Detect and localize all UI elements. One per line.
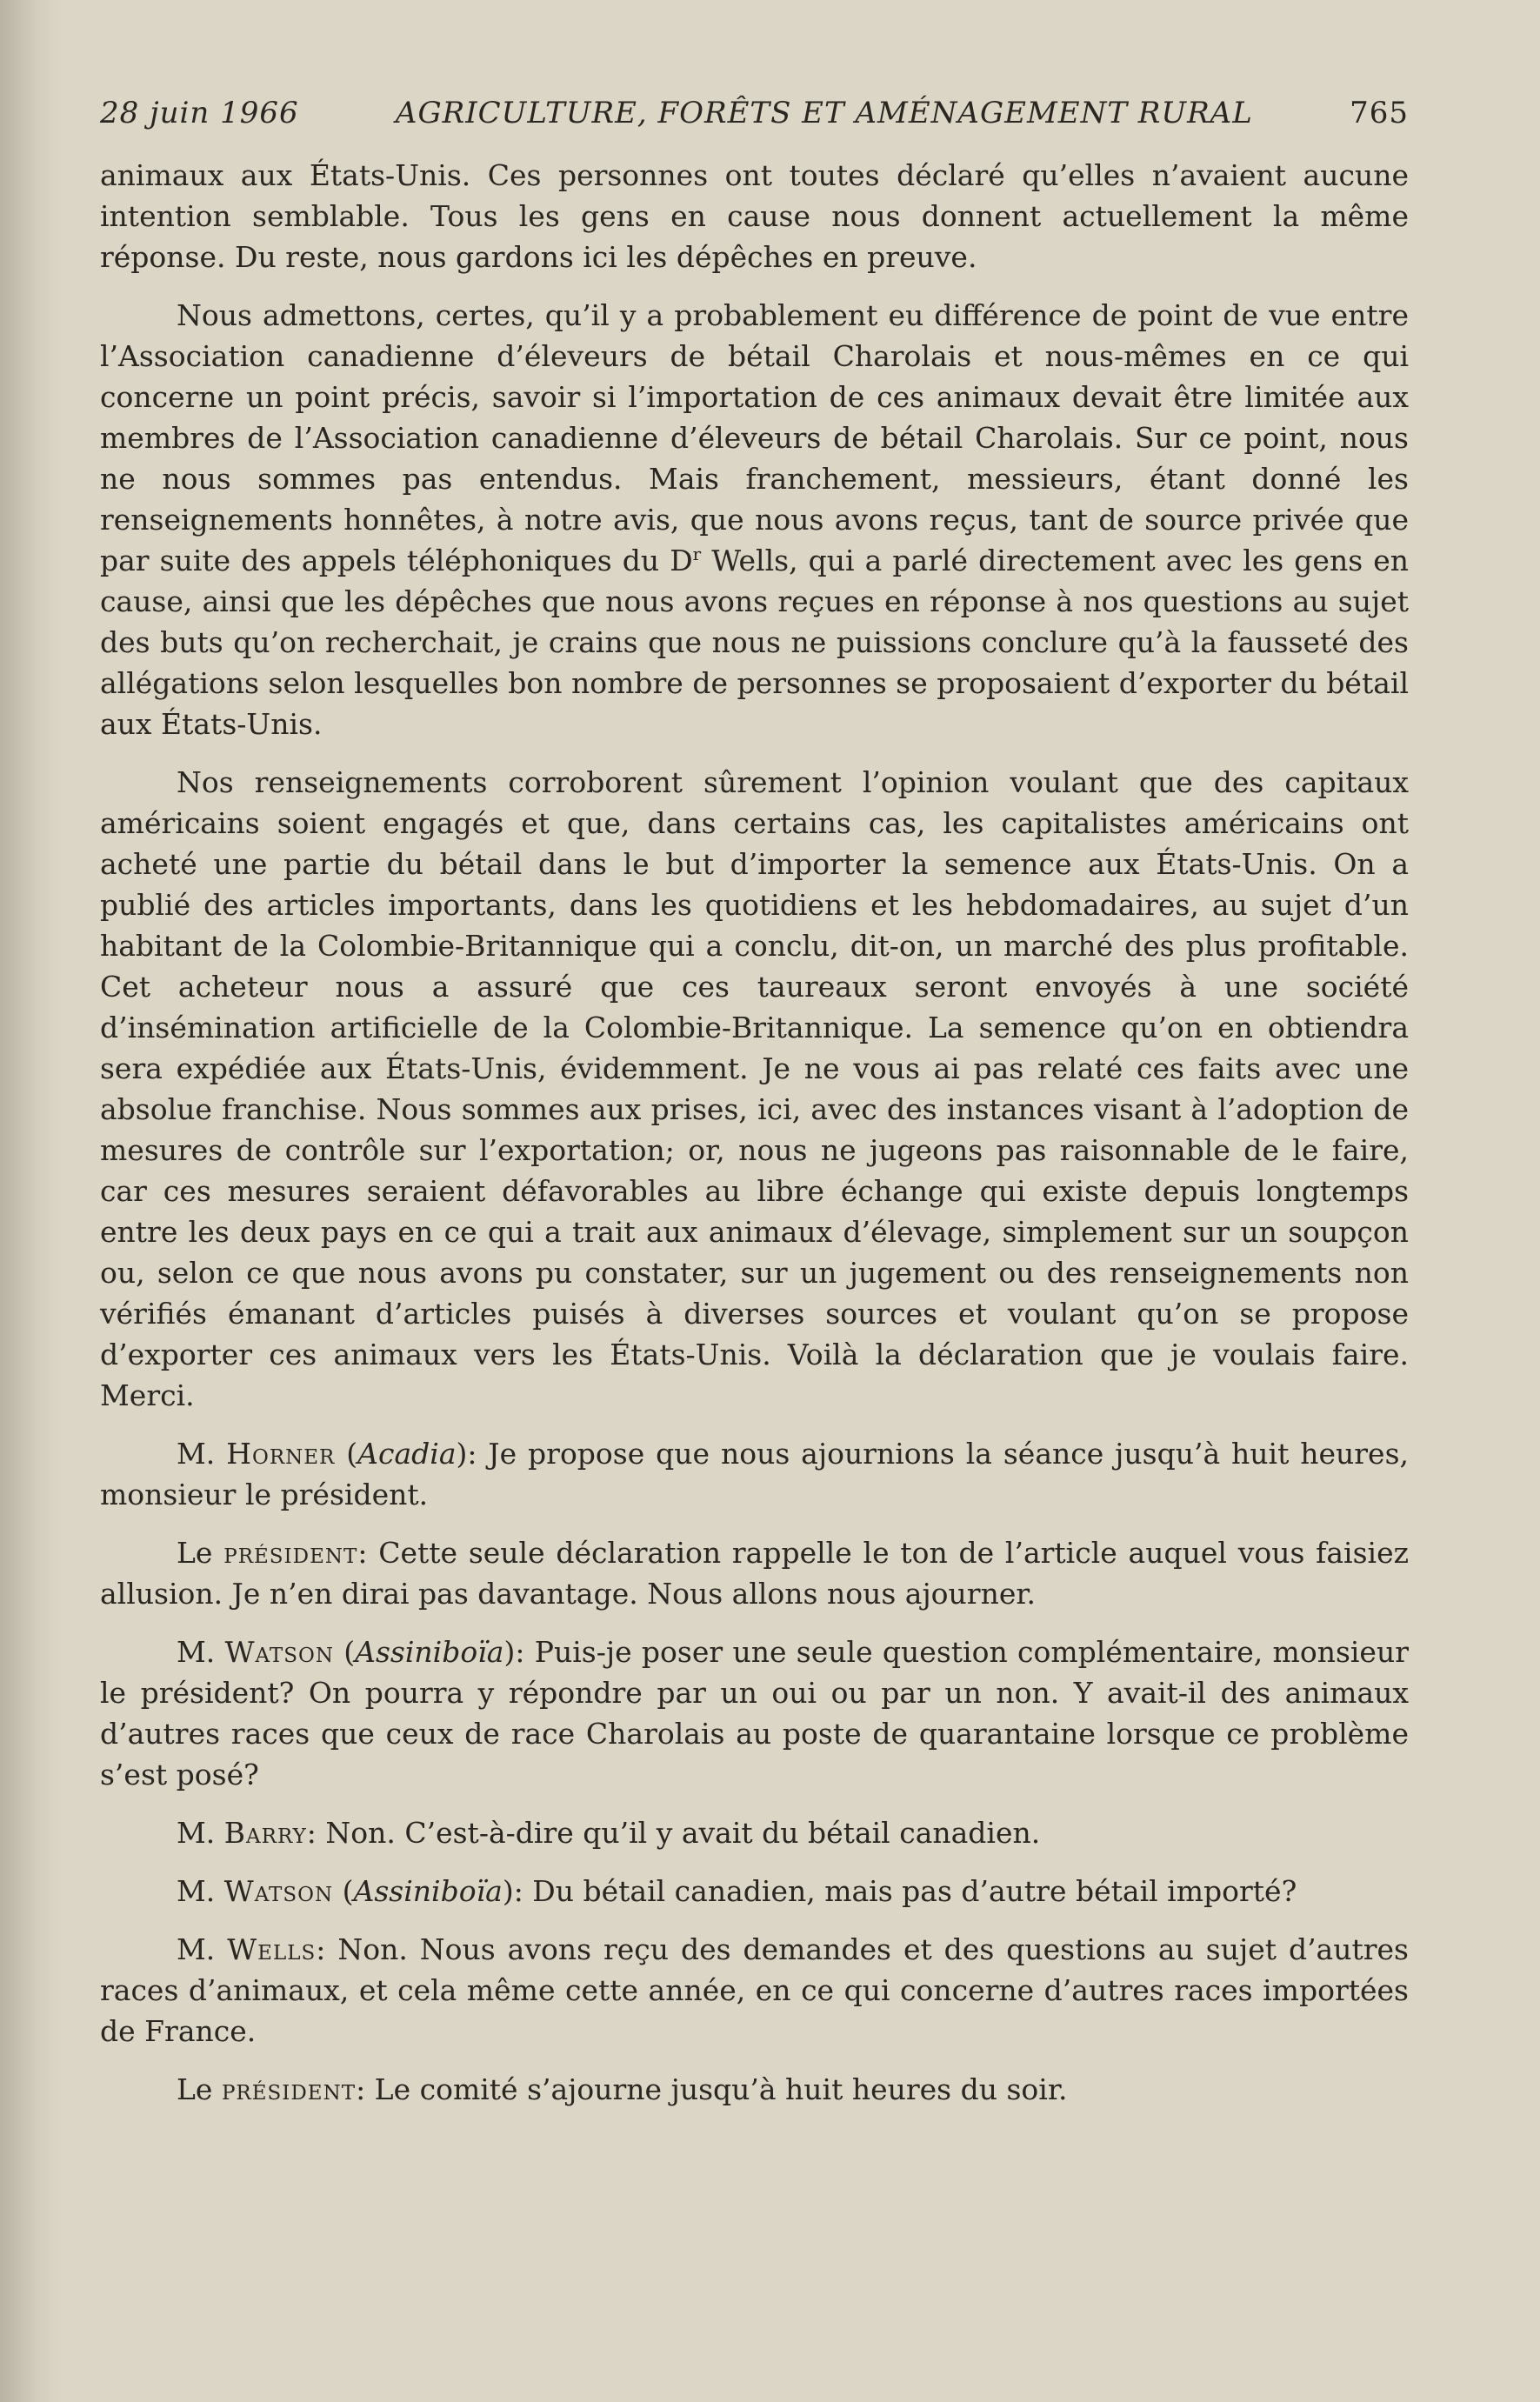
speech-separator: : bbox=[515, 1635, 535, 1669]
running-header bbox=[100, 96, 1409, 130]
speech-separator: : bbox=[316, 1932, 338, 1966]
speeches bbox=[100, 1433, 1409, 2110]
speaker-name: Horner bbox=[226, 1437, 336, 1471]
speech-watson-1: M. Watson (Assiniboïa): Puis-je poser une seule question complémentaire, monsieur le président? On pourra y répondre par un oui ou par un non. Y avait-il des animaux d’autres races que ceux de race Charolais au poste de quarantaine lorsque ce problème s’est posé? bbox=[100, 1635, 1409, 1791]
speech-wells bbox=[100, 1929, 1409, 2052]
speech-prefix: M. bbox=[177, 1437, 227, 1471]
speech-prefix: Le bbox=[177, 1536, 224, 1570]
speech-text: Non. Nous avons reçu des demandes et des questions au sujet d’autres races d’animaux, et cela même cette année, en ce qui concerne d’autres races importées de France. bbox=[100, 1932, 1409, 2048]
speech-prefix: M. bbox=[177, 1635, 225, 1669]
speech-horner: M. Horner (Acadia): Je propose que nous ajournions la séance jusqu’à huit heures, monsieur le président. bbox=[100, 1437, 1409, 1511]
speaker-name: Barry bbox=[223, 1816, 307, 1850]
speaker-name: président bbox=[221, 2072, 357, 2106]
speaker-name: Watson bbox=[223, 1874, 334, 1908]
speech-text: Non. C’est-à-dire qu’il y avait du bétail canadien. bbox=[325, 1816, 1041, 1850]
speech-separator: : bbox=[357, 1536, 379, 1570]
speech-prefix: M. bbox=[177, 1932, 228, 1966]
speaker-riding: Acadia bbox=[357, 1437, 457, 1471]
paragraph-2-part-2: Wells, qui a parlé directement avec les gens en cause, ainsi que les dépêches que nous avons reçues en réponse à nos questions au sujet des buts qu’on recherchait, je crains que nous ne puissions conclure qu’à la fausseté des allégations selon lesquelles bon nombre de personnes se proposaient d’exporter du bétail aux États-Unis. bbox=[100, 544, 1409, 741]
paragraph-1: animaux aux États-Unis. Ces personnes ont toutes déclaré qu’elles n’avaient aucune intention semblable. Tous les gens en cause nous donnent actuellement la même réponse. Du reste, nous gardons ici les dépêches en preuve. bbox=[100, 158, 1409, 274]
speech-separator: : bbox=[306, 1816, 326, 1850]
speech-prefix: M. bbox=[177, 1816, 224, 1850]
paragraph-2 bbox=[100, 295, 1409, 744]
page-gutter-shadow bbox=[0, 0, 61, 2402]
header-date: 28 juin 1966 bbox=[100, 96, 299, 130]
speech-text: Du bétail canadien, mais pas d’autre bétail importé? bbox=[532, 1874, 1297, 1908]
speaker-riding: Assiniboïa bbox=[353, 1874, 503, 1908]
speech-watson-2: M. Watson (Assiniboïa): Du bétail canadien, mais pas d’autre bétail importé? bbox=[177, 1874, 1297, 1908]
speech-prefix: M. bbox=[177, 1874, 224, 1908]
header-title: AGRICULTURE, FORÊTS ET AMÉNAGEMENT RURAL bbox=[395, 96, 1253, 130]
speech-text: Cette seule déclaration rappelle le ton de l’article auquel vous faisiez allusion. Je n’en dirai pas davantage. Nous allons nous ajourner. bbox=[100, 1536, 1410, 1611]
speaker-name: président bbox=[223, 1536, 358, 1570]
speaker-name: Watson bbox=[224, 1635, 334, 1669]
page-number: 765 bbox=[1350, 96, 1409, 130]
speech-separator: : bbox=[513, 1874, 533, 1908]
document-page bbox=[100, 96, 1409, 2127]
doctor-abbrev-sup: r bbox=[692, 544, 702, 564]
speech-prefix: Le bbox=[177, 2072, 222, 2106]
speech-president-2 bbox=[100, 2069, 1409, 2110]
speech-separator: : bbox=[356, 2072, 375, 2106]
paragraph-3: Nos renseignements corroborent sûrement l’opinion voulant que des capitaux américains soient engagés et que, dans certains cas, les capitalistes américains ont acheté une partie du bétail dans le but d’importer la semence aux États-Unis. On a publié des articles importants, dans les quotidiens et les hebdomadaires, au sujet d’un habitant de la Colombie-Britannique qui a conclu, dit-on, un marché des plus profitable. Cet acheteur nous a assuré que ces taureaux seront envoyés à une société d’insémination artificielle de la Colombie-Britannique. La semence qu’on en obtiendra sera expédiée aux États-Unis, évidemment. Je ne vous ai pas relaté ces faits avec une absolue franchise. Nous sommes aux prises, ici, avec des instances visant à l’adoption de mesures de contrôle sur l’exportation; or, nous ne jugeons pas raisonnable de le faire, car ces mesures seraient défavorables au libre échange qui existe depuis longtemps entre les deux pays en ce qui a trait aux animaux d’élevage, simplement sur un soupçon ou, selon ce que nous avons pu constater, sur un jugement ou des renseignements non vérifiés émanant d’articles puisés à diverses sources et voulant qu’on se propose d’exporter ces animaux vers les États-Unis. Voilà la déclaration que je voulais faire. Merci. bbox=[100, 765, 1409, 1412]
speech-president-1 bbox=[100, 1532, 1409, 1614]
speech-text: Le comité s’ajourne jusqu’à huit heures du soir. bbox=[374, 2072, 1068, 2106]
speech-separator: : bbox=[467, 1437, 489, 1471]
speech-barry bbox=[100, 1812, 1409, 1853]
speaker-name: Wells bbox=[227, 1932, 317, 1966]
speaker-riding: Assiniboïa bbox=[355, 1635, 504, 1669]
speech-text: Puis-je poser une seule question complémentaire, monsieur le président? On pourra y répondre par un oui ou par un non. Y avait-il des animaux d’autres races que ceux de race Charolais au poste de quarantaine lorsque ce problème s’est posé? bbox=[100, 1635, 1409, 1791]
speech-text: Je propose que nous ajournions la séance jusqu’à huit heures, monsieur le président. bbox=[100, 1437, 1409, 1511]
paragraph-2-part-1: Nous admettons, certes, qu’il y a probablement eu différence de point de vue entre l’Association canadienne d’éleveurs de bétail Charolais et nous-mêmes en ce qui concerne un point précis, savoir si l’importation de ces animaux devait être limitée aux membres de l’Association canadienne d’éleveurs de bétail Charolais. Sur ce point, nous ne nous sommes pas entendus. Mais franchement, messieurs, étant donné les renseignements honnêtes, à notre avis, que nous avons reçus, tant de source privée que par suite des appels téléphoniques du D bbox=[100, 298, 1409, 577]
